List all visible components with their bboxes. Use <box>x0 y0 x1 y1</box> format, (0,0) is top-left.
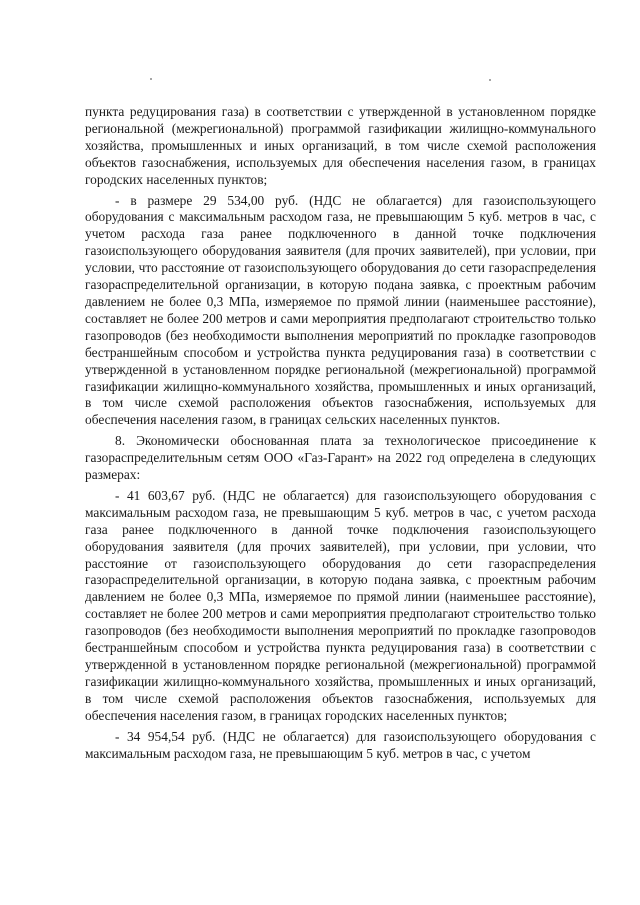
scan-speck <box>489 79 491 81</box>
scan-speck <box>150 78 152 80</box>
paragraph-tariff-29534: - в размере 29 534,00 руб. (НДС не облагается) для газоиспользующего оборудования с максимальным расходом газа, не превышающим 5 куб. метров в час, с учетом расхода газа ранее подключенного в данной точке подключения газоиспользующего оборудования заявителя (для прочих заявителей), при условии, при условии, что расстояние от газоиспользующего оборудования до сети газораспределения газораспределительной организации, в которую подана заявка, с проектным рабочим давлением не более 0,3 МПа, измеряемое по прямой линии (наименьшее расстояние), составляет не более 200 метров и сами мероприятия предполагают строительство только газопроводов (без необходимости выполнения мероприятий по прокладке газопроводов бестраншейным способом и устройства пункта редуцирования газа) в соответствии с утвержденной в установленном порядке региональной (межрегиональной) программой газификации жилищно-коммунального хозяйства, промышленных и иных организаций, в том числе схемой расположения объектов газоснабжения, используемых для обеспечения населения газом, в границах сельских населенных пунктов. <box>85 192 596 428</box>
document-page <box>85 104 596 766</box>
paragraph-tariff-34954: - 34 954,54 руб. (НДС не облагается) для газоиспользующего оборудования с максимальным расходом газа, не превышающим 5 куб. метров в час, с учетом <box>85 728 596 761</box>
paragraph-tariff-41603: - 41 603,67 руб. (НДС не облагается) для газоиспользующего оборудования с максимальным расходом газа, не превышающим 5 куб. метров в час, с учетом расхода газа ранее подключенного в данной точке подключения газоиспользующего оборудования заявителя (для прочих заявителей), при условии, при условии, что расстояние от газоиспользующего оборудования до сети газораспределения газораспределительной организации, в которую подана заявка, с проектным рабочим давлением не более 0,3 МПа, измеряемое по прямой линии (наименьшее расстояние), составляет не более 200 метров и сами мероприятия предполагают строительство только газопроводов (без необходимости выполнения мероприятий по прокладке газопроводов бестраншейным способом и устройства пункта редуцирования газа) в соответствии с утвержденной в установленном порядке региональной (межрегиональной) программой газификации жилищно-коммунального хозяйства, промышленных и иных организаций, в том числе схемой расположения объектов газоснабжения, используемых для обеспечения населения газом, в границах городских населенных пунктов; <box>85 487 596 723</box>
paragraph-section-8: 8. Экономически обоснованная плата за технологическое присоединение к газораспределительным сетям ООО «Газ-Гарант» на 2022 год определена в следующих размерах: <box>85 433 596 483</box>
paragraph-continuation: пункта редуцирования газа) в соответствии с утвержденной в установленном порядке региональной (межрегиональной) программой газификации жилищно-коммунального хозяйства, промышленных и иных организаций, в том числе схемой расположения объектов газоснабжения, используемых для обеспечения населения газом, в границах городских населенных пунктов; <box>85 104 596 187</box>
